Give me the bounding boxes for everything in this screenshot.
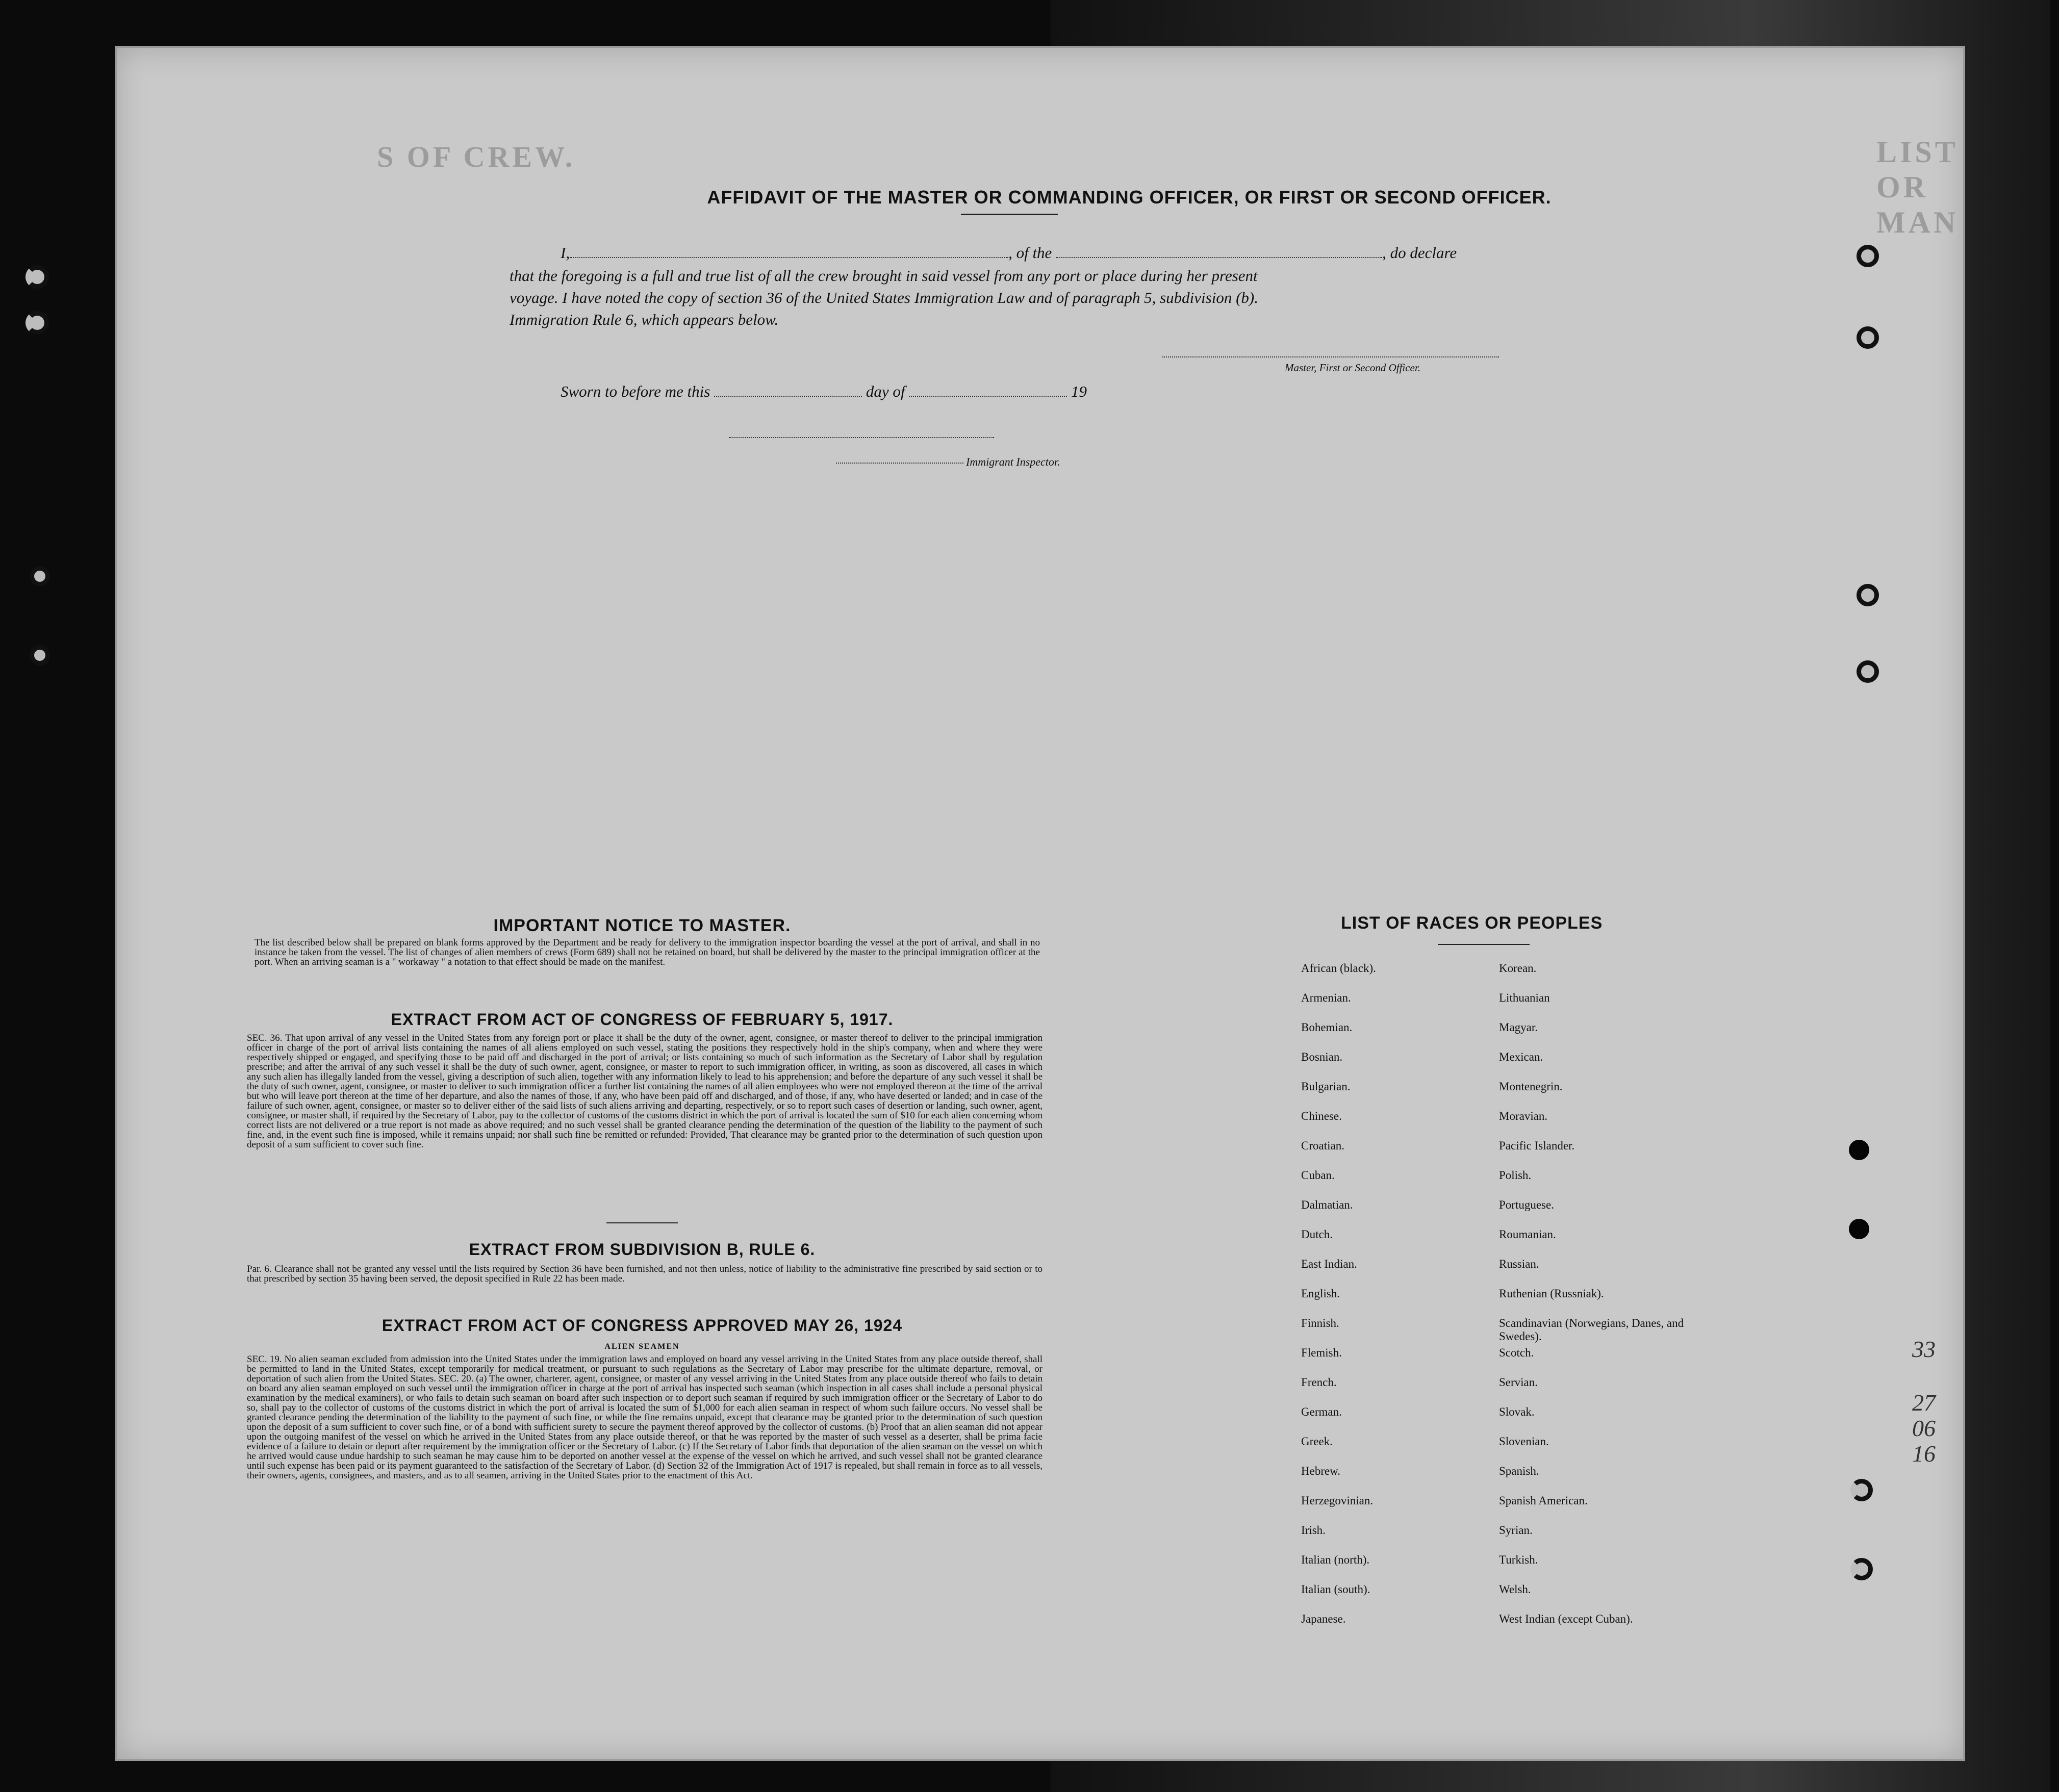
affidavit-line-2: that the foregoing is a full and true list of all the crew brought in said vessel from any port or place during her present: [510, 267, 1258, 285]
punch-hole-right-1: [1857, 245, 1879, 267]
race-left-3: Bohemian.: [1301, 1021, 1353, 1034]
races-title-rule: [1438, 944, 1530, 945]
race-right-3: Magyar.: [1499, 1021, 1538, 1034]
race-left-22: Italian (south).: [1301, 1583, 1370, 1596]
race-right-13: Scandinavian (Norwegians, Danes, and Swedes).: [1499, 1317, 1684, 1343]
margin-number-1: 33: [1912, 1336, 1936, 1362]
race-right-9: Portuguese.: [1499, 1198, 1554, 1211]
race-left-9: Dalmatian.: [1301, 1198, 1353, 1211]
inspector-signature-line: [729, 437, 994, 438]
race-left-8: Cuban.: [1301, 1169, 1335, 1182]
extract-1917-title: EXTRACT FROM ACT OF CONGRESS OF FEBRUARY 5, 1917.: [391, 1010, 894, 1029]
extract-1924-text: SEC. 19. No alien seaman excluded from admission into the United States under the immigration laws and employed on board any vessel arriving in the United States from any place outside thereof, shall be permitted to land in the United States, except temporarily for medical treatment, or pursuant to such regulations as the Secretary of Labor may prescribe for the ultimate departure, removal, or deportation of such alien from the United States. SEC. 20. (a) The owner, charterer, agent, consignee, or master of any vessel arriving in the United States from any place outside thereof who fails to detain on board any alien seaman employed on such vessel until the immigration officer in charge at the port of arrival has inspected such seaman (which inspection in all cases shall include a personal physical examination by the medical examiners), or who fails to detain such seaman on board after such inspection or to deport such seaman if required by such immigration officer or the Secretary of Labor to do so, shall pay to the collector of customs of the customs district in which the port of arrival is located the sum of $1,000 for each alien seaman in respect of whom such failure occurs. No vessel shall be granted clearance pending the determination of the liability to the payment of such fine, or while the fine remains unpaid, except that clearance may be granted prior to the determination of such question upon the deposit of a sum sufficient to cover such fine, or of a bond with sufficient surety to secure the payment thereof approved by the collector of customs. (b) Proof that an alien seaman did not appear upon the outgoing manifest of the vessel on which he arrived in the United States from any place outside thereof, or that he was reported by the master of such vessel as a deserter, shall be prima facie evidence of a failure to detain or deport after requirement by the immigration officer or the Secretary of Labor. (c) If the Secretary of Labor finds that deportation of the alien seaman on the vessel on which he arrived would cause undue hardship to such seaman he may cause him to be deported on another vessel at the expense of the vessel on which he arrived, and such vessel shall not be granted clearance until such expense has been paid or its payment guaranteed to the satisfaction of the Secretary of Labor. (d) Section 32 of the Immigration Act of 1917 is repealed, but shall remain in force as to all vessels, their owners, agents, consignees, and masters, and as to all seamen, arriving in the United States prior to the enactment of this Act.: [247, 1354, 1043, 1481]
name-blank: [570, 257, 1008, 258]
master-caption: Master, First or Second Officer.: [1285, 362, 1420, 374]
race-left-17: Greek.: [1301, 1435, 1333, 1448]
race-left-4: Bosnian.: [1301, 1051, 1343, 1063]
extract-divider: [606, 1222, 678, 1223]
affidavit-do-declare: , do declare: [1382, 244, 1457, 262]
race-left-19: Herzegovinian.: [1301, 1494, 1374, 1507]
race-right-19: Spanish American.: [1499, 1494, 1588, 1507]
race-left-12: English.: [1301, 1287, 1340, 1300]
race-right-15: Servian.: [1499, 1376, 1538, 1389]
margin-number-4: 16: [1912, 1441, 1936, 1467]
margin-number-2: 27: [1912, 1390, 1936, 1416]
sworn-line: [561, 380, 1326, 403]
affidavit-line-1: [561, 242, 1632, 264]
race-right-6: Moravian.: [1499, 1110, 1548, 1122]
affidavit-title-rule: [961, 214, 1058, 215]
race-left-7: Croatian.: [1301, 1139, 1344, 1152]
race-right-14: Scotch.: [1499, 1346, 1534, 1359]
race-left-2: Armenian.: [1301, 991, 1351, 1004]
punch-hole-right-7: [1850, 1479, 1873, 1501]
race-left-10: Dutch.: [1301, 1228, 1333, 1241]
punch-hole-right-4: [1857, 660, 1879, 683]
races-title: LIST OF RACES OR PEOPLES: [1341, 913, 1603, 933]
notice-title: IMPORTANT NOTICE TO MASTER.: [493, 916, 791, 935]
extract-1924-subtitle: ALIEN SEAMEN: [604, 1342, 680, 1351]
extract-1917-text: SEC. 36. That upon arrival of any vessel in the United States from any foreign port or place it shall be the duty of the owner, agent, consignee, or master thereof to deliver to the principal immigration officer in charge of the port of arrival lists containing the names of all aliens employed on such vessel, stating the positions they respectively hold in the ship's company, when and where they were respectively shipped or engaged, and specifying those to be paid off and discharged in the port of arrival; or lists containing so much of such information as the Secretary of Labor shall by regulation prescribe; and after the arrival of any such vessel it shall be the duty of such owner, agent, consignee, or master to report to such immigration officer, in writing, as soon as discovered, all cases in which any such alien has illegally landed from the vessel, giving a description of such alien, together with any information likely to lead to his apprehension; and before the departure of any such vessel it shall be the duty of such owner, agent, consignee, or master to deliver to such immigration officer a further list containing the names of all alien employees who were not employed thereon at the time of the arrival but who will leave port thereon at the time of her departure, and also the names of those, if any, who have been paid off and discharged, and of those, if any, who have deserted or landed; and in case of the failure of such owner, agent, consignee, or master so to deliver either of the said lists of such aliens arriving and departing, respectively, or so to report such cases of desertion or landing, such owner, agent, consignee, or master shall, if required by the Secretary of Labor, pay to the collector of customs of the customs district in which the port of arrival is located the sum of $10 for each alien concerning whom correct lists are not delivered or a true report is not made as above required; and no such vessel shall be granted clearance pending the determination of the question of the liability to the payment of such fine, and, in the event such fine is imposed, while it remains unpaid; nor shall such fine be remitted or refunded: Provided, That clearance may be granted prior to the determination of such question upon deposit of a sum sufficient to cover such fine.: [247, 1033, 1043, 1150]
sworn-text: Sworn to before me this: [561, 382, 710, 400]
notice-text: The list described below shall be prepared on blank forms approved by the Department and be ready for delivery to the immigration inspector boarding the vessel at the port of arrival, and shall in no instance be taken from the vessel. The list of changes of alien members of crews (Form 689) shall not be retained on board, but shall be delivered by the master to the principal immigration officer at the port. When an arriving seaman is a " workaway " a notation to that effect should be made on the manifest.: [255, 937, 1040, 967]
punch-hole-right-6: [1849, 1219, 1869, 1239]
race-right-11: Russian.: [1499, 1258, 1539, 1270]
race-left-13: Finnish.: [1301, 1317, 1339, 1329]
punch-hole-left-top-1: [26, 265, 49, 289]
race-right-4: Mexican.: [1499, 1051, 1543, 1063]
inspector-dotted-line: [836, 463, 963, 464]
race-left-5: Bulgarian.: [1301, 1080, 1351, 1093]
race-left-14: Flemish.: [1301, 1346, 1342, 1359]
year-text: 19: [1071, 382, 1087, 400]
margin-number-3: 06: [1912, 1415, 1936, 1441]
bleed-through-header-2: S OF CREW.: [377, 140, 576, 173]
race-right-1: Korean.: [1499, 962, 1537, 975]
extract-rule6-text: Par. 6. Clearance shall not be granted any vessel until the lists required by Section 36 have been furnished, and not then unless, notice of liability to the administrative fine prescribed by said section or to that prescribed by section 35 having been served, the deposit specified in Rule 22 has been made.: [247, 1264, 1043, 1284]
punch-hole-left-mid-2: [30, 645, 50, 665]
race-right-2: Lithuanian: [1499, 991, 1550, 1004]
affidavit-line-4: Immigration Rule 6, which appears below.: [510, 311, 779, 328]
punch-hole-right-5: [1849, 1140, 1869, 1160]
vessel-blank: [1056, 257, 1382, 258]
race-right-16: Slovak.: [1499, 1405, 1535, 1418]
day-of-text: day of: [866, 382, 905, 400]
punch-hole-right-2: [1857, 326, 1879, 349]
race-left-1: African (black).: [1301, 962, 1376, 975]
race-left-21: Italian (north).: [1301, 1553, 1370, 1566]
race-right-7: Pacific Islander.: [1499, 1139, 1575, 1152]
race-left-23: Japanese.: [1301, 1612, 1346, 1625]
document-page: [115, 46, 1965, 1761]
race-left-18: Hebrew.: [1301, 1465, 1341, 1477]
sworn-month-blank: [909, 395, 1067, 397]
inspector-caption: Immigrant Inspector.: [966, 455, 1060, 468]
race-right-17: Slovenian.: [1499, 1435, 1549, 1448]
punch-hole-right-3: [1857, 584, 1879, 606]
race-right-18: Spanish.: [1499, 1465, 1539, 1477]
race-right-20: Syrian.: [1499, 1524, 1533, 1537]
extract-rule6-title: EXTRACT FROM SUBDIVISION B, RULE 6.: [469, 1240, 816, 1259]
race-right-10: Roumanian.: [1499, 1228, 1556, 1241]
race-right-23: West Indian (except Cuban).: [1499, 1612, 1633, 1625]
race-right-8: Polish.: [1499, 1169, 1532, 1182]
affidavit-i: I,: [561, 244, 570, 262]
sworn-day-blank: [714, 395, 862, 397]
extract-1924-title: EXTRACT FROM ACT OF CONGRESS APPROVED MAY 26, 1924: [382, 1316, 903, 1335]
race-left-20: Irish.: [1301, 1524, 1326, 1537]
race-right-5: Montenegrin.: [1499, 1080, 1563, 1093]
punch-hole-left-mid-1: [30, 566, 50, 586]
affidavit-of-the: , of the: [1008, 244, 1052, 262]
bleed-through-header: LIST OR MAN: [1876, 135, 1959, 239]
race-right-21: Turkish.: [1499, 1553, 1538, 1566]
punch-hole-left-top-2: [26, 311, 49, 335]
race-left-15: French.: [1301, 1376, 1337, 1389]
race-left-6: Chinese.: [1301, 1110, 1342, 1122]
affidavit-title: AFFIDAVIT OF THE MASTER OR COMMANDING OFFICER, OR FIRST OR SECOND OFFICER.: [707, 187, 1552, 208]
punch-hole-right-8: [1850, 1558, 1873, 1580]
race-left-11: East Indian.: [1301, 1258, 1357, 1270]
race-left-16: German.: [1301, 1405, 1342, 1418]
race-right-12: Ruthenian (Russniak).: [1499, 1287, 1604, 1300]
race-right-22: Welsh.: [1499, 1583, 1531, 1596]
affidavit-line-3: voyage. I have noted the copy of section 36 of the United States Immigration Law and of paragraph 5, subdivision (b).: [510, 289, 1258, 306]
